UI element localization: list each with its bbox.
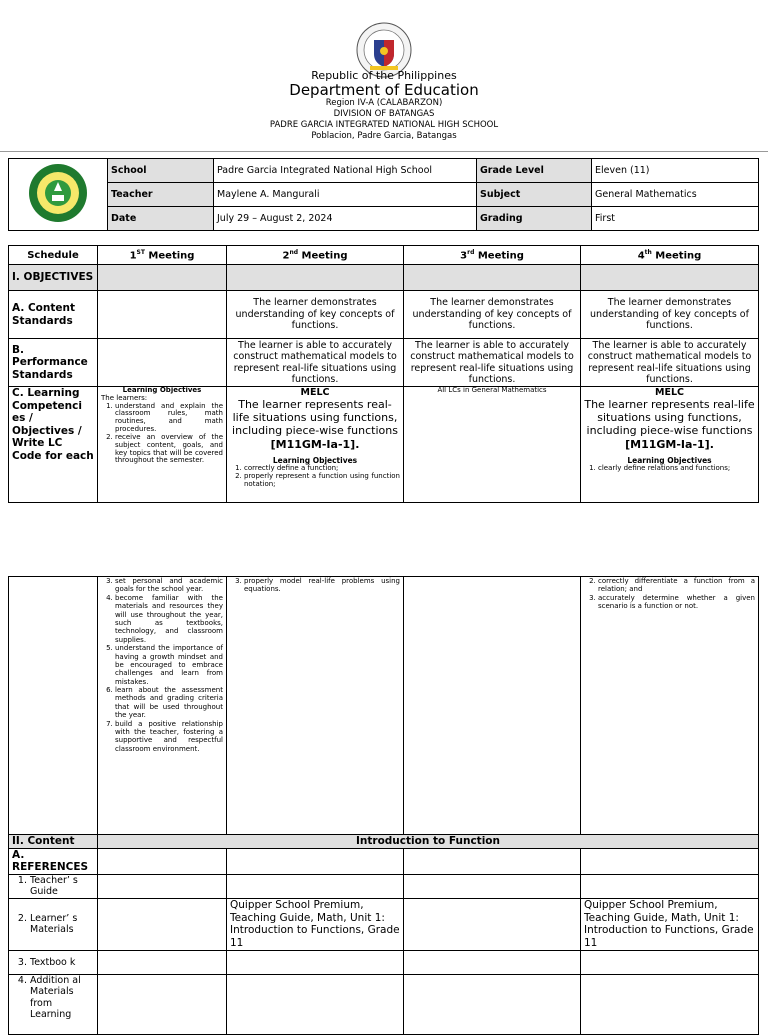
m2-obj-title: Learning Objectives (272, 455, 358, 465)
ref-learners-materials: 2. Learner’ s Materials (9, 898, 98, 950)
m2-objectives-cont (227, 577, 404, 835)
ref-additional-materials: 4. Addition al Materials from Learning (9, 974, 98, 1034)
header-division: DIVISION OF BATANGAS (333, 109, 435, 119)
subject-label: Subject (477, 183, 592, 207)
grade-value: Eleven (11) (592, 159, 759, 183)
list-item: 1. clearly define relations and functions; (598, 465, 755, 473)
lm-m2: Quipper School Premium, Teaching Guide, Math, Unit 1: Introduction to Functions, Grade 11 (227, 898, 404, 950)
ref-textbook: 3. Textboo k (9, 950, 98, 974)
melc-code: [M11GM-Ia-1]. (270, 437, 360, 451)
ps-m3: The learner is able to accurately construct mathematical models to represent real-life situations using functions. (404, 339, 581, 387)
header-divider (0, 151, 768, 152)
content-label: II. Content (9, 835, 98, 849)
cs-m4: The learner demonstrates understanding of key concepts of functions. (581, 291, 759, 339)
cs-m2: The learner demonstrates understanding of key concepts of functions. (227, 291, 404, 339)
header-department: Department of Education (289, 81, 479, 99)
col-meeting-4: 4th Meeting (581, 246, 759, 265)
header-address: Poblacion, Padre Garcia, Batangas (311, 131, 457, 141)
objectives-label: I. OBJECTIVES (9, 265, 98, 291)
m4-objectives-cont (581, 577, 759, 835)
list-item: 2. receive an overview of the subject content, goals, and key topics that will be covered throughout the semester. (115, 434, 223, 465)
col-meeting-3: 3rd Meeting (404, 246, 581, 265)
col-meeting-2: 2nd Meeting (227, 246, 404, 265)
schedule-table (8, 245, 759, 503)
school-logo (28, 162, 88, 224)
content-value: Introduction to Function (98, 835, 759, 849)
grading-label: Grading (477, 207, 592, 231)
m1-obj-title: Learning Objectives (122, 386, 202, 394)
list-item: 6. learn about the assessment methods and grading criteria that will be used throughout the year. (115, 686, 223, 720)
header-region: Region IV-A (CALABARZON) (325, 98, 443, 108)
references-label: A. REFERENCES (9, 848, 98, 874)
content-standards-label: A. Content Standards (9, 291, 98, 339)
teacher-value: Maylene A. Mangurali (214, 183, 477, 207)
list-item: 3. properly model real-life problems using equations. (244, 577, 400, 594)
learning-competencies-label: C. Learning Competenci es / Objectives / Write LC Code for each (9, 387, 98, 503)
m1-obj-intro: The learners: (101, 393, 148, 402)
melc-title: MELC (655, 387, 684, 398)
list-item: 3. set personal and academic goals for the school year. (115, 577, 223, 594)
list-item: 2. correctly differentiate a function from a relation; and (598, 577, 755, 594)
school-logo-cell (9, 159, 108, 231)
schedule-table-continued (8, 576, 759, 1035)
m2-melc (227, 387, 404, 503)
teacher-label: Teacher (108, 183, 214, 207)
info-table (8, 158, 759, 231)
subject-value: General Mathematics (592, 183, 759, 207)
col-meeting-1: 1ST Meeting (98, 246, 227, 265)
melc-code: [M11GM-Ia-1]. (625, 437, 714, 451)
list-item: 3. accurately determine whether a given scenario is a function or not. (598, 594, 755, 611)
date-label: Date (108, 207, 214, 231)
m1-objectives (98, 387, 227, 503)
lm-m4: Quipper School Premium, Teaching Guide, Math, Unit 1: Introduction to Functions, Grade 11 (581, 898, 759, 950)
list-item: 4. become familiar with the materials and resources they will use throughout the year, such as textbooks, technology, and classroom supplies. (115, 594, 223, 644)
ps-m4: The learner is able to accurately construct mathematical models to represent real-life situations using functions. (581, 339, 759, 387)
m1-objectives-cont (98, 577, 227, 835)
list-item: 7. build a positive relationship with the teacher, fostering a supportive and respectful classroom environment. (115, 720, 223, 754)
school-value: Padre Garcia Integrated National High School (214, 159, 477, 183)
list-item: 1. understand and explain the classroom rules, math routines, and math procedures. (115, 403, 223, 434)
melc-text: The learner represents real-life situations using functions, including piece-wise functions (232, 398, 398, 438)
melc-text: The learner represents real-life situations using functions, including piece-wise functions (584, 398, 755, 438)
ps-m2: The learner is able to accurately construct mathematical models to represent real-life situations using functions. (227, 339, 404, 387)
grade-label: Grade Level (477, 159, 592, 183)
school-label: School (108, 159, 214, 183)
date-value: July 29 – August 2, 2024 (214, 207, 477, 231)
m4-obj-title: Learning Objectives (627, 455, 712, 465)
list-item: 5. understand the importance of having a growth mindset and be encouraged to embrace challenges and learn from mistakes. (115, 644, 223, 686)
header-school: PADRE GARCIA INTEGRATED NATIONAL HIGH SCHOOL (269, 120, 499, 130)
header-republic: Republic of the Philippines (311, 69, 457, 82)
list-item: 2. properly represent a function using function notation; (244, 473, 400, 489)
melc-title: MELC (300, 387, 330, 398)
ref-teachers-guide: 1. Teacher’ s Guide (9, 874, 98, 898)
m4-melc (581, 387, 759, 503)
cs-m3: The learner demonstrates understanding of key concepts of functions. (404, 291, 581, 339)
grading-value: First (592, 207, 759, 231)
performance-standards-label: B. Performance Standards (9, 339, 98, 387)
col-schedule: Schedule (9, 246, 98, 265)
m3-lcs: All LCs in General Mathematics (404, 387, 581, 503)
list-item: 1. correctly define a function; (244, 465, 400, 473)
